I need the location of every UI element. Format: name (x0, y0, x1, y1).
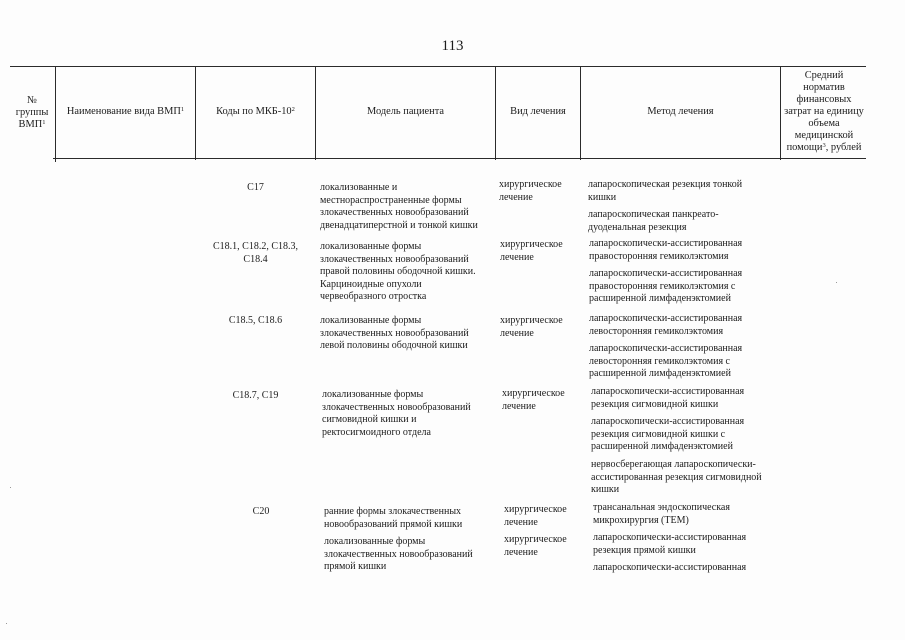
header-treatment-type: Вид лечения (510, 106, 566, 117)
row-c17-method-1: лапароскопическая резекция тонкой кишки (588, 179, 743, 203)
header-patient-model: Модель пациента (366, 106, 445, 117)
page-number: 113 (441, 38, 464, 54)
row-c20-method-2: лапароскопически-ассистированная резекция прямой кишки (593, 532, 747, 556)
row-c17-model: локализованные и местнораспространенные формы злокачественных новообразований двенадцатиперстной и тонкой кишки (320, 182, 478, 231)
row-c20-treatment-type-2: хирургическое лечение (504, 534, 567, 558)
scan-speck (836, 282, 837, 283)
row-c18-right-method-1: лапароскопически-ассистированная правосторонняя гемиколэктомия (589, 238, 743, 262)
header-treatment-method: Метод лечения (647, 106, 714, 117)
row-c20-treatment-type-1: хирургическое лечение (504, 504, 567, 528)
row-c20-code: C20 (252, 506, 270, 517)
row-c18-right-method-2: лапароскопически-ассистированная правосторонняя гемиколэктомия с расширенной лимфаденэктомией (589, 268, 743, 304)
header-vmp-name: Наименование вида ВМП$^1$ (66, 106, 185, 117)
row-c20-model-1: ранние формы злокачественных новообразований прямой кишки (324, 506, 463, 530)
header-mkb-codes: Коды по МКБ-$10^2$ (216, 106, 295, 117)
row-c20-model-2: локализованные формы злокачественных новообразований прямой кишки (324, 536, 473, 572)
scan-speck (10, 487, 11, 488)
row-c19-method-3: нервосберегающая лапароскопически- ассистированная резекция сигмовидной кишки (591, 459, 762, 495)
row-c20-method-3: лапароскопически-ассистированная (593, 562, 747, 573)
row-c19-treatment-type: хирургическое лечение (502, 388, 565, 412)
row-c17-treatment-type: хирургическое лечение (499, 179, 562, 203)
row-c18-right-model: локализованные формы злокачественных новообразований правой половины ободочной кишки. Карциноидные опухоли червеобразного отростка (320, 241, 476, 302)
row-c18-left-method-2: лапароскопически-ассистированная левосторонняя гемиколэктомия с расширенной лимфаденэктомией (589, 343, 743, 379)
row-c17-method-2: лапароскопическая панкреато- дуоденальная резекция (588, 209, 719, 233)
header-bottom-rule (53, 158, 866, 159)
row-c19-method-1: лапароскопически-ассистированная резекция сигмовидной кишки (591, 386, 745, 410)
row-c18-left-model: локализованные формы злокачественных новообразований левой половины ободочной кишки (320, 315, 469, 351)
row-c19-code: C18.7, C19 (232, 390, 279, 401)
row-c17-code: C17 (247, 182, 264, 193)
row-c18-right-code: C18.1, C18.2, C18.3, C18.4 (212, 241, 298, 265)
header-group-no: № группы ВМП$^1$ (15, 95, 49, 130)
row-c18-left-code: C18.5, C18.6 (228, 315, 283, 326)
row-c18-left-method-1: лапароскопически-ассистированная левосторонняя гемиколэктомия (589, 313, 743, 337)
header-cost: Средний норматив финансовых затрат на единицу объема медицинской помощи$^3$, рублей (784, 70, 864, 153)
row-c18-right-treatment-type: хирургическое лечение (500, 239, 563, 263)
row-c19-method-2: лапароскопически-ассистированная резекция сигмовидной кишки с расширенной лимфаденэктомией (591, 416, 745, 452)
row-c19-model: локализованные формы злокачественных новообразований сигмовидной кишки и ректосигмоидного отдела (322, 389, 471, 438)
row-c20-method-1: трансанальная эндоскопическая микрохирургия (ТЕМ) (593, 502, 730, 526)
row-c18-left-treatment-type: хирургическое лечение (500, 315, 563, 339)
scan-speck (6, 623, 7, 624)
